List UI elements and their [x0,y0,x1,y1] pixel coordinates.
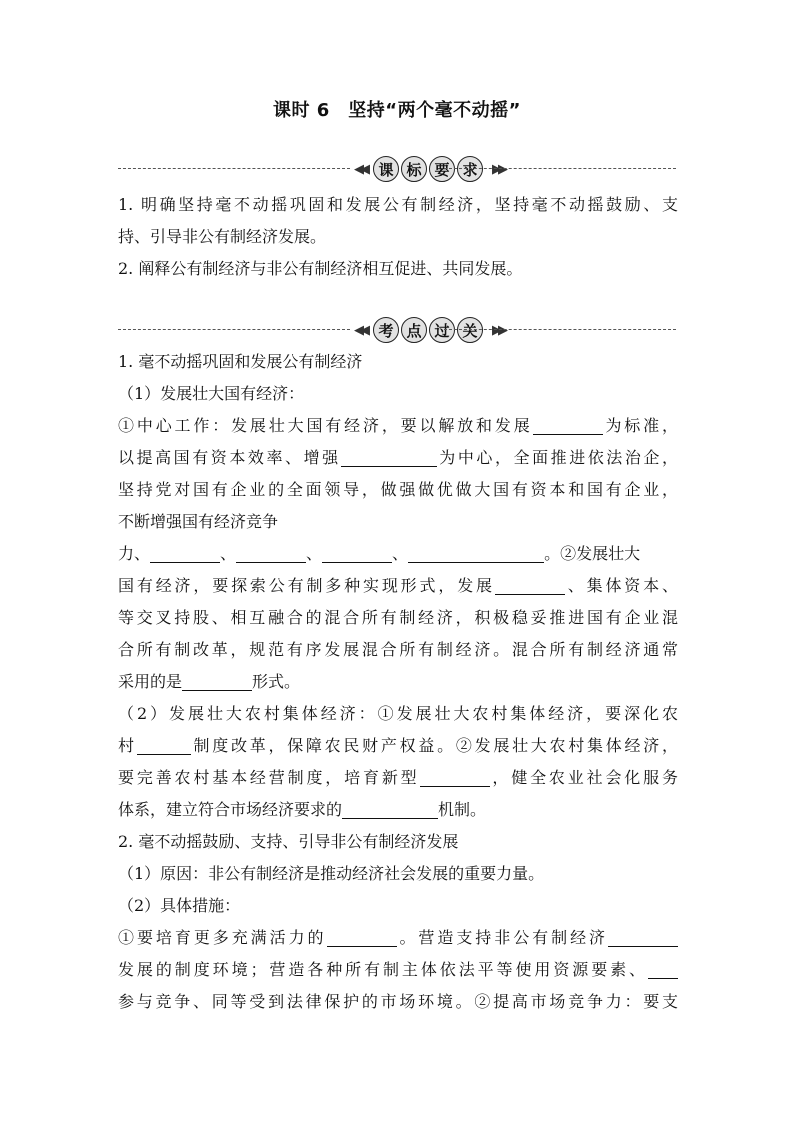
fill-blank[interactable] [648,958,678,979]
banner-char: 课 [373,156,399,182]
text-line: 采用的是 形式。 [118,672,301,691]
text-line: 体系，建立符合市场经济要求的 机制。 [118,800,487,819]
banner-char: 求 [457,156,483,182]
sub-heading: （1）原因：非公有制经济是推动经济社会发展的重要力量。 [118,864,545,883]
banner-char: 点 [401,317,427,343]
text-line: （2）发展壮大农村集体经济：①发展壮大农村集体经济，要深化农 [118,704,678,723]
banner-char: 关 [457,317,483,343]
fill-blank[interactable] [533,414,603,435]
fill-blank[interactable] [408,542,544,563]
requirement-line: 2. 阐释公有制经济与非公有制经济相互促进、共同发展。 [118,259,523,278]
banner-char: 要 [429,156,455,182]
fill-blank[interactable] [150,542,220,563]
text-line: 坚持党对国有企业的全面领导，做强做优做大国有资本和国有企业， [118,480,678,499]
banner-char: 考 [373,317,399,343]
fill-blank[interactable] [327,926,397,947]
fill-blank[interactable] [322,542,392,563]
text-line: ①要培育更多充满活力的 。营造支持非公有制经济 [118,922,678,954]
text-line: 等交叉持股、相互融合的混合所有制经济，积极稳妥推进国有企业混 [118,608,678,627]
fill-blank[interactable] [495,574,565,595]
banner-divider-left [118,329,350,330]
double-chevron-right-icon: ▶▶ [492,161,504,177]
fill-blank[interactable] [341,446,437,467]
exam-points-content [118,346,678,1018]
banner-divider-left [118,168,350,169]
text-line: 合所有制改革，规范有序发展混合所有制经济。混合所有制经济通常 [118,640,678,659]
section-heading: 2. 毫不动摇鼓励、支持、引导非公有制经济发展 [118,832,459,851]
requirement-line: 持、引导非公有制经济发展。 [118,227,327,246]
requirements-list [118,189,678,285]
banner-char: 过 [429,317,455,343]
sub-heading: （1）发展壮大国有经济： [118,384,305,403]
double-chevron-left-icon: ◀◀ [354,322,366,338]
double-chevron-right-icon: ▶▶ [492,322,504,338]
text-line: 要完善农村基本经营制度，培育新型 ，健全农业社会化服务 [118,768,678,787]
section-banner-exam-points [118,313,676,347]
text-line: 力、 、 、 、 。②发展壮大 [118,544,641,563]
fill-blank[interactable] [182,670,252,691]
fill-blank[interactable] [342,798,438,819]
fill-blank[interactable] [137,734,191,755]
page-title: 课时 6 坚持“两个毫不动摇” [273,100,521,121]
fill-blank[interactable] [236,542,306,563]
double-chevron-left-icon: ◀◀ [354,161,366,177]
banner-divider-right [444,329,676,330]
fill-blank[interactable] [608,926,678,947]
section-heading: 1. 毫不动摇巩固和发展公有制经济 [118,352,363,371]
text-line: 发展的制度环境；营造各种所有制主体依法平等使用资源要素、 [118,954,678,986]
text-line: ①中心工作：发展壮大国有经济，要以解放和发展 为标准， [118,416,678,435]
sub-heading: （2）具体措施： [118,896,241,915]
requirement-line: 1. 明确坚持毫不动摇巩固和发展公有制经济，坚持毫不动摇鼓励、支 [118,195,678,214]
text-line: 参与竞争、同等受到法律保护的市场环境。②提高市场竞争力：要支 [118,992,678,1011]
text-line: 国有经济，要探索公有制多种实现形式，发展 、集体资本、 [118,576,678,595]
text-line: 不断增强国有经济竞争 [118,512,279,531]
banner-char: 标 [401,156,427,182]
text-line: 村 制度改革，保障农民财产权益。②发展壮大农村集体经济， [118,736,678,755]
banner-divider-right [444,168,676,169]
section-banner-course-requirements [118,152,676,186]
fill-blank[interactable] [420,766,490,787]
text-line: 以提高国有资本效率、增强 为中心，全面推进依法治企， [118,448,678,467]
